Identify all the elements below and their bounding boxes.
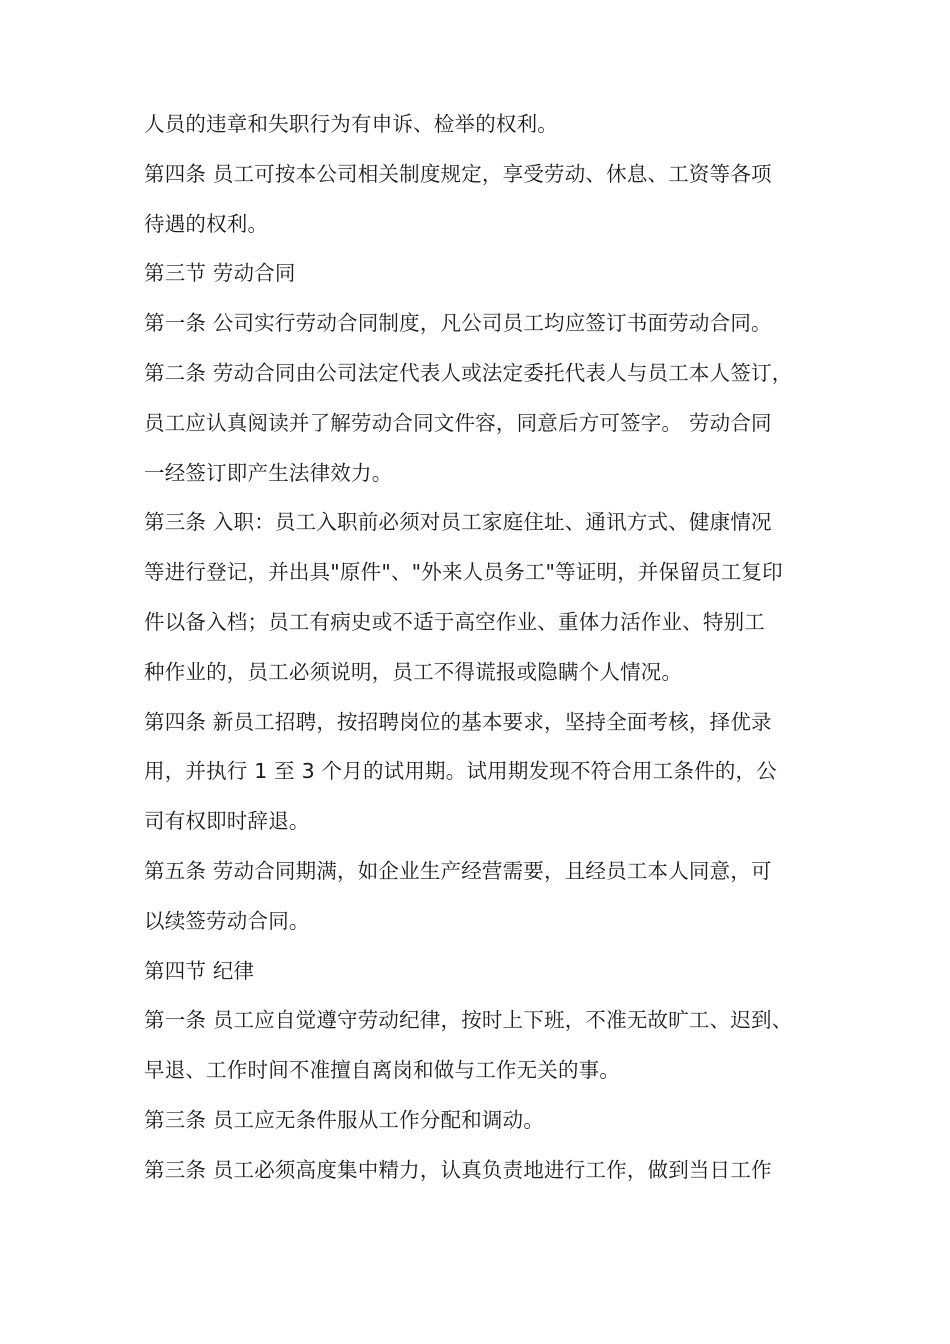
text-line: 件以备入档；员工有病史或不适于高空作业、重体力活作业、特别工 [144, 609, 765, 634]
text-line: 等进行登记，并出具"原件"、"外来人员务工"等证明，并保留员工复印 [144, 560, 783, 585]
text-line: 第二条 劳动合同由公司法定代表人或法定委托代表人与员工本人签订， [144, 360, 793, 385]
text-line: 以续签劳动合同。 [144, 908, 310, 933]
text-line: 用，并执行 1 至 3 个月的试用期。试用期发现不符合用工条件的，公 [144, 759, 777, 784]
text-line: 第四条 新员工招聘，按招聘岗位的基本要求，坚持全面考核，择优录 [144, 709, 772, 734]
text-line: 第三条 员工必须高度集中精力，认真负责地进行工作，做到当日工作 [144, 1157, 772, 1182]
text-line: 待遇的权利。 [144, 211, 269, 236]
text-line: 第三条 员工应无条件服从工作分配和调动。 [144, 1107, 545, 1132]
text-line: 第五条 劳动合同期满，如企业生产经营需要，且经员工本人同意，可 [144, 858, 772, 883]
text-line: 员工应认真阅读并了解劳动合同文件容，同意后方可签字。 劳动合同 [144, 410, 772, 435]
text-line: 第四条 员工可按本公司相关制度规定，享受劳动、休息、工资等各项 [144, 161, 772, 186]
section-heading: 第四节 纪律 [144, 958, 255, 983]
text-line: 司有权即时辞退。 [144, 809, 310, 834]
section-heading: 第三节 劳动合同 [144, 261, 296, 286]
text-line: 种作业的，员工必须说明，员工不得谎报或隐瞒个人情况。 [144, 659, 683, 684]
text-line: 第一条 员工应自觉遵守劳动纪律，按时上下班，不准无故旷工、迟到、 [144, 1008, 793, 1033]
text-line: 第一条 公司实行劳动合同制度，凡公司员工均应签订书面劳动合同。 [144, 311, 772, 336]
text-line: 第三条 入职：员工入职前必须对员工家庭住址、通讯方式、健康情况 [144, 510, 772, 535]
document-body [144, 100, 844, 1196]
text-line: 人员的违章和失职行为有申诉、检举的权利。 [144, 112, 558, 136]
text-line: 早退、工作时间不准擅自离岗和做与工作无关的事。 [144, 1058, 621, 1083]
text-line: 一经签订即产生法律效力。 [144, 460, 393, 485]
